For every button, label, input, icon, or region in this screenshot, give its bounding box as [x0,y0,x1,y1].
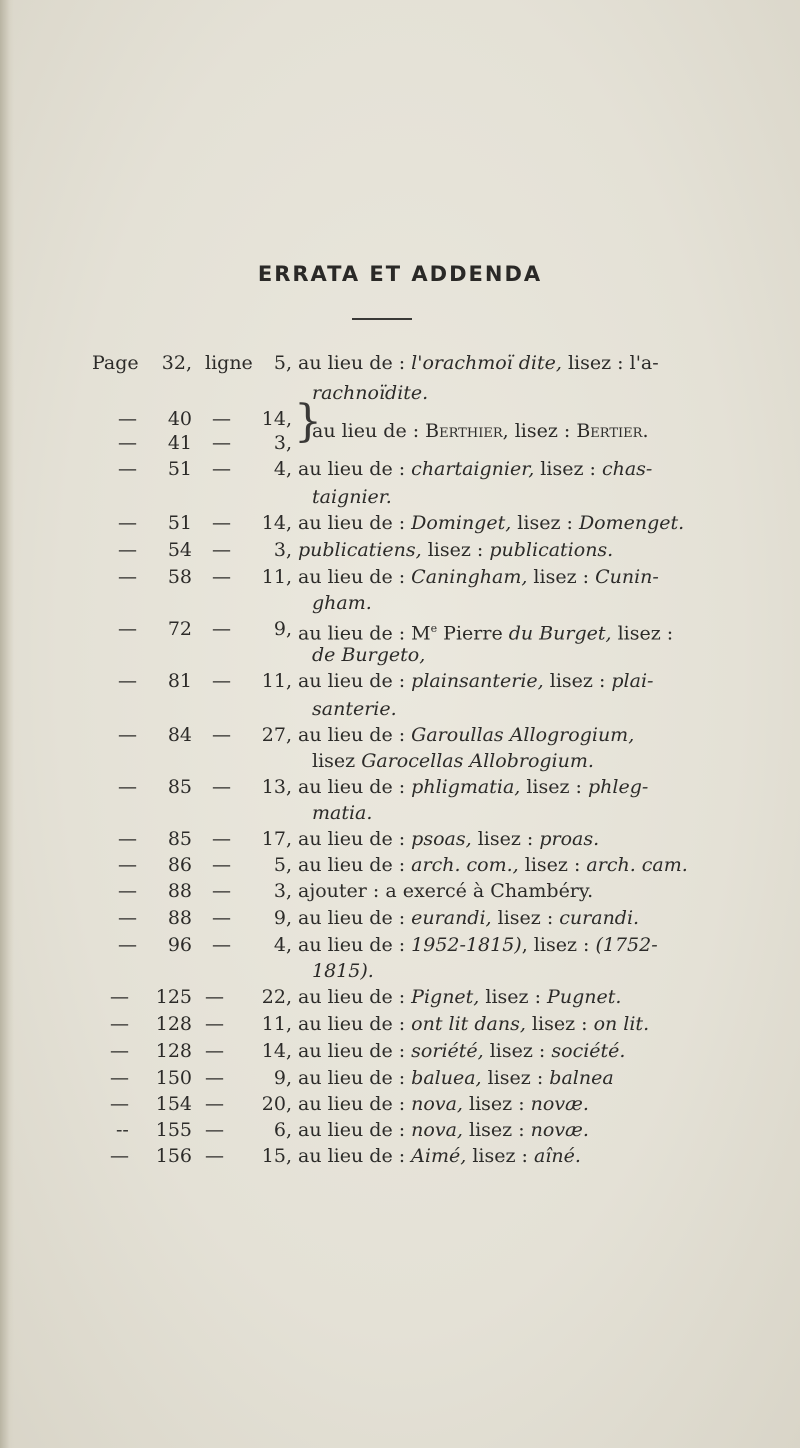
correction-text: au lieu de : Caningham, lisez : Cunin- [298,566,659,588]
page-number: 155 [155,1119,192,1141]
correction-text: au lieu de : soriété, lisez : société. [298,1040,626,1062]
line-number: 4, [273,458,292,480]
page-number: 86 [167,854,192,876]
page-number: 51 [167,512,192,534]
line-number: 5, [273,352,292,374]
ditto-dash: — [205,1067,224,1089]
ditto-dash: — [110,1013,129,1035]
ditto-dash: — [205,1093,224,1115]
correction-continuation: lisez Garocellas Allobrogium. [312,750,594,772]
ditto-dash: — [118,934,137,956]
ditto-dash: — [212,907,231,929]
correction-text: au lieu de : psoas, lisez : proas. [298,828,600,850]
ditto-dash: — [110,986,129,1008]
ditto-dash: — [118,907,137,929]
errata-row [0,1036,800,1066]
line-number: 14, [261,512,292,534]
line-number: 9, [273,907,292,929]
ditto-dash: — [205,986,224,1008]
correction-text: au lieu de : Pignet, lisez : Pugnet. [298,986,622,1008]
errata-row [0,772,800,802]
correction-text: au lieu de : chartaignier, lisez : chas- [298,458,653,480]
page-number: 58 [167,566,192,588]
correction-text: au lieu de : ont lit dans, lisez : on lit. [298,1013,650,1035]
ditto-dash: — [110,1093,129,1115]
correction-text: au lieu de : Garoullas Allogrogium, [298,724,635,746]
page-number: 156 [155,1145,192,1167]
correction-text: au lieu de : Berthier, lisez : Bertier. [312,420,649,442]
ditto-dash: — [212,670,231,692]
errata-row [0,562,800,592]
ditto-dash: — [205,1145,224,1167]
ditto-dash: — [212,408,231,430]
page-number: 88 [167,880,192,902]
line-number: 4, [273,934,292,956]
page-number: 150 [155,1067,192,1089]
page-label: Page [92,352,139,374]
ditto-dash: — [212,854,231,876]
correction-text: ajouter : a exercé à Chambéry. [298,880,594,902]
title-rule [352,318,412,320]
brace-glyph: } [294,396,322,447]
ditto-dash: — [212,828,231,850]
page-number: 84 [167,724,192,746]
page-title: ERRATA ET ADDENDA [257,262,543,286]
correction-text: au lieu de : nova, lisez : novæ. [298,1093,589,1115]
ditto-dash: — [212,539,231,561]
ditto-dash: — [118,828,137,850]
line-number: 6, [273,1119,292,1141]
errata-row [0,1141,800,1171]
correction-continuation: rachnoïdite. [312,382,429,404]
correction-text: au lieu de : baluea, lisez : balnea [298,1067,614,1089]
line-number: 17, [261,828,292,850]
ditto-dash: — [118,512,137,534]
correction-continuation: matia. [312,802,373,824]
correction-text: au lieu de : Me Pierre du Burget, lisez : [298,622,674,645]
errata-row [0,508,800,538]
errata-row [0,876,800,906]
ditto-dash: — [212,776,231,798]
ditto-dash: — [118,618,137,640]
correction-continuation: santerie. [312,698,397,720]
ditto-dash: — [118,670,137,692]
correction-continuation: taignier. [312,486,392,508]
page-number: 54 [167,539,192,561]
line-number: 11, [261,1013,292,1035]
line-number: 3, [273,539,292,561]
ditto-dash: — [110,1067,129,1089]
ditto-dash: — [118,724,137,746]
page-number: 41 [167,432,192,454]
line-number: 14, [261,408,292,430]
correction-text: publicatiens, lisez : publications. [298,539,614,561]
ditto-dash: — [212,724,231,746]
ditto-dash: — [205,1119,224,1141]
page-number: 40 [167,408,192,430]
ditto-dash: — [118,854,137,876]
ditto-dash: — [118,776,137,798]
errata-row [0,666,800,696]
line-number: 3, [273,880,292,902]
page-number: 96 [167,934,192,956]
ditto-dash: — [212,566,231,588]
errata-row [0,535,800,565]
page-number: 51 [167,458,192,480]
errata-row [0,348,800,378]
page-number: 85 [167,828,192,850]
line-number: 5, [273,854,292,876]
ditto-dash: — [118,880,137,902]
correction-text: au lieu de : 1952-1815), lisez : (1752- [298,934,658,956]
ditto-dash: — [205,1013,224,1035]
errata-row [0,454,800,484]
correction-text: au lieu de : eurandi, lisez : curandi. [298,907,640,929]
line-number: 15, [261,1145,292,1167]
line-number: 3, [273,432,292,454]
ditto-dash: — [212,934,231,956]
page-number: 81 [167,670,192,692]
line-number: 14, [261,1040,292,1062]
ditto-dash: — [118,458,137,480]
ditto-dash: — [110,1145,129,1167]
ditto-dash: — [212,618,231,640]
correction-continuation: 1815). [312,960,374,982]
line-number: 22, [261,986,292,1008]
ditto-dash: — [212,880,231,902]
ditto-dash: — [212,432,231,454]
page-number: 32, [161,352,192,374]
line-number: 27, [261,724,292,746]
page-number: 88 [167,907,192,929]
line-number: 13, [261,776,292,798]
ditto-dash: — [205,1040,224,1062]
correction-text: au lieu de : plainsanterie, lisez : plai- [298,670,654,692]
page-number: 72 [167,618,192,640]
correction-text: au lieu de : Aimé, lisez : aîné. [298,1145,581,1167]
correction-text: au lieu de : Dominget, lisez : Domenget. [298,512,685,534]
correction-text: au lieu de : arch. com., lisez : arch. cam. [298,854,688,876]
line-number: 9, [273,1067,292,1089]
page-number: 125 [155,986,192,1008]
correction-text: au lieu de : nova, lisez : novæ. [298,1119,589,1141]
page-number: 85 [167,776,192,798]
line-number: 20, [261,1093,292,1115]
ditto-dash: — [110,1040,129,1062]
page-number: 128 [155,1040,192,1062]
line-number: 9, [273,618,292,640]
errata-row [0,982,800,1012]
ligne-label: ligne [205,352,253,374]
ditto-dash: — [118,408,137,430]
line-number: 11, [261,566,292,588]
page-number: 128 [155,1013,192,1035]
ditto-dash: — [118,566,137,588]
correction-continuation: de Burgeto, [312,644,426,666]
correction-continuation: gham. [312,592,372,614]
page-number: 154 [155,1093,192,1115]
ditto-dash: — [212,458,231,480]
errata-row [0,930,800,960]
ditto-dash: — [118,432,137,454]
line-number: 11, [261,670,292,692]
correction-text: au lieu de : l'orachmoï dite, lisez : l'a- [298,352,659,374]
errata-row [0,1009,800,1039]
ditto-dash: — [118,539,137,561]
errata-row [0,903,800,933]
correction-text: au lieu de : phligmatia, lisez : phleg- [298,776,649,798]
ditto-dash: -- [116,1119,129,1141]
ditto-dash: — [212,512,231,534]
